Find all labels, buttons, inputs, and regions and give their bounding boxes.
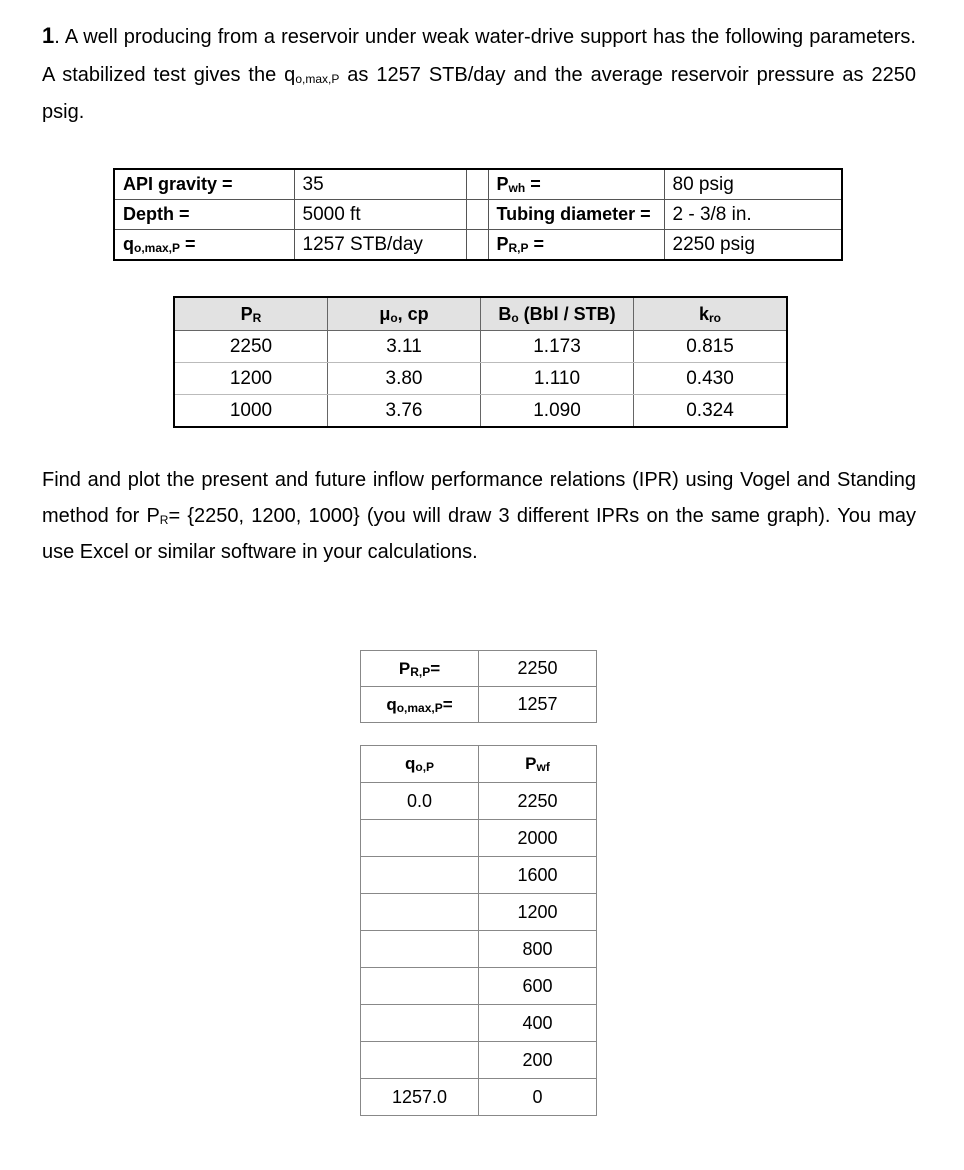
task-text-a: Find and plot the present and future inflow performance relations (IPR) using Vogel and Standing method for P [42, 469, 916, 527]
cell-pwf: 400 [479, 1005, 597, 1042]
param-label-text: P [496, 174, 509, 194]
cell-pr: 1000 [174, 395, 328, 428]
cell-pwf: 200 [479, 1042, 597, 1079]
column-gap [466, 230, 488, 261]
parameters-table [113, 168, 843, 261]
cell-qo [361, 1042, 479, 1079]
cell-qo: 0.0 [361, 783, 479, 820]
task-statement [42, 462, 916, 570]
value-qomax-p: 1257 [479, 687, 597, 723]
cell-pwf: 0 [479, 1079, 597, 1116]
table-header-row [174, 297, 787, 331]
col-header-pr: $P_R$ [174, 297, 328, 331]
cell-pwf: 2000 [479, 820, 597, 857]
task-text-b: = {2250, 1200, 1000} (you will draw 3 different IPRs on the same graph). You may use Excel or similar software in your calculations. [42, 505, 916, 563]
fluid-properties-table [173, 296, 788, 428]
table-row [361, 857, 597, 894]
table-row [361, 1042, 597, 1079]
param-label [114, 200, 294, 230]
cell-mu: 3.76 [328, 395, 481, 428]
param-label [114, 169, 294, 200]
table-header-row [361, 746, 597, 783]
param-label [114, 230, 294, 261]
cell-pwf: 2250 [479, 783, 597, 820]
cell-qo [361, 820, 479, 857]
table-row [361, 783, 597, 820]
intro-subscript: o,max,P [295, 71, 340, 86]
cell-qo [361, 894, 479, 931]
table-row [361, 894, 597, 931]
cell-kro: 0.324 [634, 395, 788, 428]
table-row [361, 1079, 597, 1116]
cell-pwf: 1200 [479, 894, 597, 931]
param-value: 35 [294, 169, 466, 200]
cell-qo [361, 968, 479, 1005]
param-label-text: API gravity = [123, 174, 233, 194]
table-row [114, 169, 842, 200]
intro-text-b: as 1257 STB/day and the average reservoir pressure as 2250 psig. [42, 63, 916, 123]
param-value: 1257 STB/day [294, 230, 466, 261]
param-value: 2 - 3/8 in. [664, 200, 842, 230]
cell-qo [361, 931, 479, 968]
table-row [114, 230, 842, 261]
cell-pwf: 800 [479, 931, 597, 968]
param-value: 2250 psig [664, 230, 842, 261]
param-label-tail: = [525, 174, 541, 194]
cell-bo: 1.090 [481, 395, 634, 428]
task-subscript: R [159, 513, 169, 527]
cell-mu: 3.80 [328, 363, 481, 395]
param-value: 5000 ft [294, 200, 466, 230]
param-label-tail: = [180, 234, 196, 254]
cell-qo [361, 857, 479, 894]
table-row [114, 200, 842, 230]
param-value: 80 psig [664, 169, 842, 200]
cell-pwf: 600 [479, 968, 597, 1005]
param-label-sub: R,P [508, 241, 529, 255]
question-number: 1 [42, 23, 55, 48]
column-gap [466, 200, 488, 230]
cell-pr: 2250 [174, 331, 328, 363]
param-label-sub: wh [508, 181, 526, 195]
label-qomax-p: $q_{o,max,P}=$ [361, 687, 479, 723]
problem-statement [42, 17, 916, 132]
param-label-text: Depth = [123, 204, 190, 224]
param-label [488, 169, 664, 200]
rate-pressure-table [360, 745, 597, 1116]
cell-pwf: 1600 [479, 857, 597, 894]
param-label-sub: o,max,P [134, 241, 181, 255]
label-pr-p: $P_{R,P}=$ [361, 651, 479, 687]
table-row [174, 395, 787, 428]
table-row [361, 687, 597, 723]
cell-kro: 0.815 [634, 331, 788, 363]
table-row [174, 363, 787, 395]
table-row [361, 968, 597, 1005]
value-pr-p: 2250 [479, 651, 597, 687]
cell-qo [361, 1005, 479, 1042]
param-label-text: P [496, 234, 509, 254]
cell-pr: 1200 [174, 363, 328, 395]
intro-text-a: . A well producing from a reservoir under weak water-drive support has the following parameters. A stabilized test gives the q [42, 26, 916, 86]
table-row [361, 931, 597, 968]
table-row [361, 1005, 597, 1042]
table-row [361, 651, 597, 687]
param-label-text: q [123, 234, 134, 254]
table-row [361, 820, 597, 857]
col-header-qo: $q_{o,P}$ [361, 746, 479, 783]
col-header-kro: $k_{ro}$ [634, 297, 788, 331]
col-header-pwf: $P_{wf}$ [479, 746, 597, 783]
cell-mu: 3.11 [328, 331, 481, 363]
cell-qo: 1257.0 [361, 1079, 479, 1116]
table-row [174, 331, 787, 363]
param-label [488, 200, 664, 230]
param-label-tail: = [528, 234, 545, 254]
summary-table [360, 650, 597, 723]
col-header-viscosity: $\mu_o$, cp [328, 297, 481, 331]
cell-bo: 1.173 [481, 331, 634, 363]
param-label [488, 230, 664, 261]
cell-kro: 0.430 [634, 363, 788, 395]
col-header-bo: $B_o$ (Bbl / STB) [481, 297, 634, 331]
cell-bo: 1.110 [481, 363, 634, 395]
column-gap [466, 169, 488, 200]
param-label-text: Tubing diameter = [496, 204, 651, 224]
